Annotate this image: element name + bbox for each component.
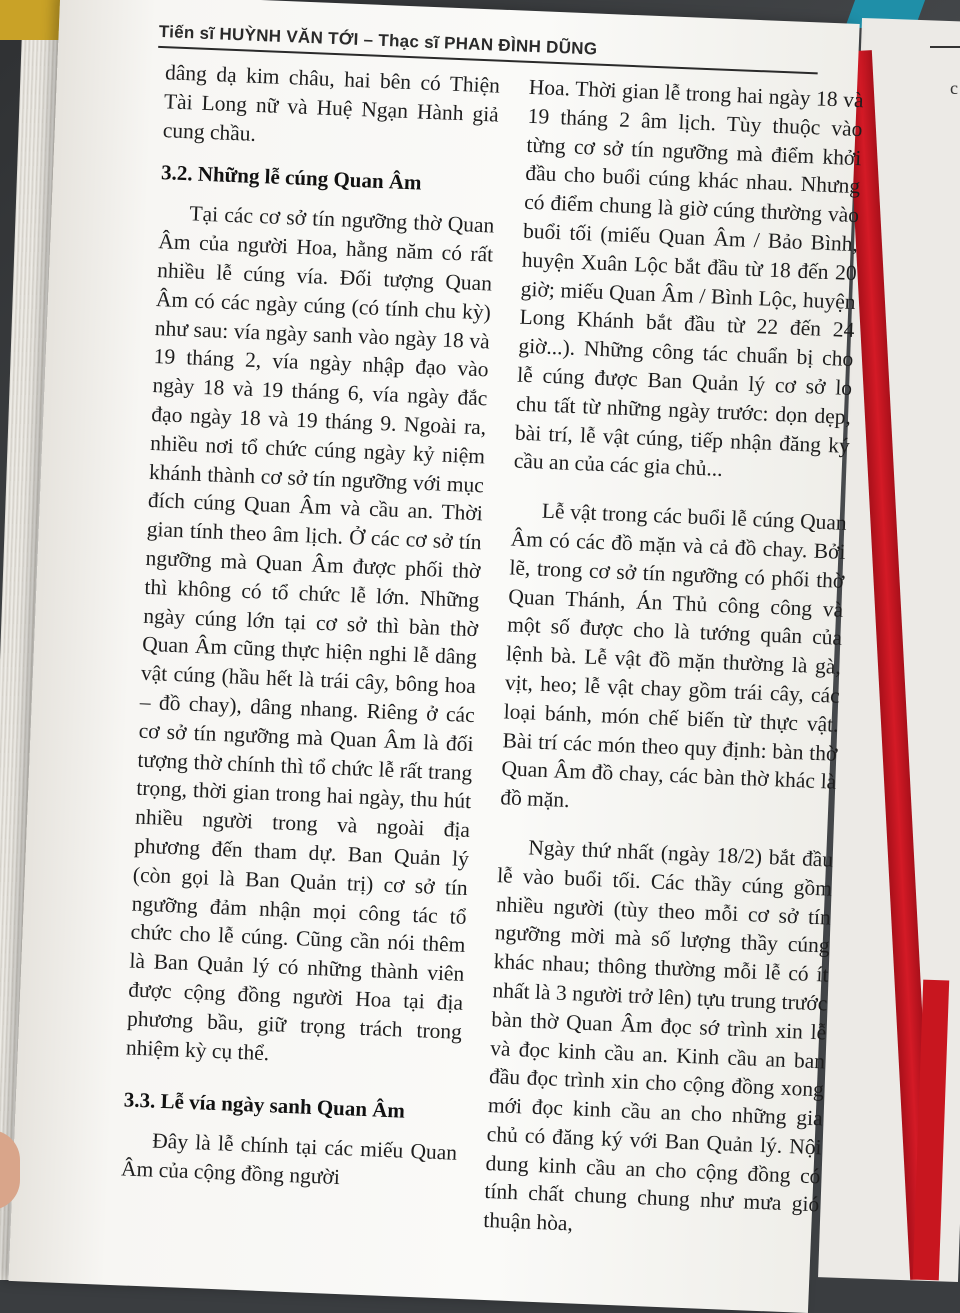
left-column: [121, 58, 501, 1196]
paragraph-ngay-thu-nhat: Ngày thứ nhất (ngày 18/2) bắt đầu lễ vào buổi tối. Các thầy cúng gồm nhiều người (tùy theo mỗi cơ sở tín ngưỡng mời mà số lượng thầy cúng khác nhau; thông thường mỗi lễ có ít nhất là 3 người trở lên) tựu trung trước bàn thờ Quan Âm đọc sớ trình xin lễ và đọc kinh cầu an. Kinh cầu an ban đầu đọc trình xin cho cộng đồng xong mới đọc kinh cầu an cho những gia chủ có đăng ký với Ban Quản lý. Nội dung kinh cầu an cho cộng đồng có tính chất chung chung như mưa gió thuận hòa,: [482, 835, 834, 1236]
adjacent-page-letter: c: [950, 78, 958, 98]
paragraph-continued: Hoa. Thời gian lễ trong hai ngày 18 và 19 tháng 2 âm lịch. Tùy thuộc vào từng cơ sở tín ngưỡng mà điểm khởi đầu cho buổi cúng khác nhau. Nhưng có điểm chung là giờ cúng thường vào buổi tối (miếu Quan Âm / Bảo Bình, huyện Xuân Lộc bắt đầu từ 18 đến 20 giờ; miếu Quan Âm / Bình Lộc, huyện Long Khánh bắt đầu từ 22 đến 24 giờ...). Những công tác chuẩn bị cho lễ cúng được Ban Quản lý cơ sở lo chu tất từ những ngày trước: dọn dẹp, bài trí, lễ vật cúng, tiếp nhận đăng ký cầu an của các gia chủ...: [513, 74, 865, 482]
paragraph-intro: dâng dạ kim châu, hai bên có Thiện Tài Long nữ và Huệ Ngạn Hành giả cung chầu.: [162, 60, 501, 146]
book-page: [9, 0, 865, 1313]
paragraph-le-vat: Lễ vật trong các buổi lễ cúng Quan Âm có các đồ mặn và cả đồ chay. Bởi lẽ, trong cơ sở tín ngưỡng có phối thờ Quan Thánh, Án Thủ công công và một số được cho là tướng quân của lệnh bà. Lễ vật đồ mặn thường là gà, vịt, heo; lễ vật chay gồm trái cây, các loại bánh, món chế biến từ thực vật. Bài trí các món theo quy định: bàn thờ Quan Âm đồ chay, các bàn thờ khác là đồ mặn.: [499, 498, 848, 813]
running-header: Tiến sĩ HUỲNH VĂN TỚI – Thạc sĩ PHAN ĐÌNH DŨNG: [158, 21, 598, 59]
section-heading-3-2: 3.2. Những lễ cúng Quan Âm: [160, 160, 422, 195]
paragraph-3-2: Tại các cơ sở tín ngưỡng thờ Quan Âm của người Hoa, hằng năm có rất nhiều lễ cúng vía. Đối tượng Quan Âm có các ngày cúng (có tính chu kỳ) như sau: vía ngày sanh vào ngày 18 và 19 tháng 2, vía ngày nhập đạo vào ngày 18 và 19 tháng 6, vía ngày đắc đạo ngày 18 và 19 tháng 9. Ngoài ra, nhiều nơi tổ chức cúng ngày kỷ niệm khánh thành cơ sở tín ngưỡng với mục đích cúng Quan Âm và cầu an. Thời gian tính theo âm lịch. Ở các cơ sở tín ngưỡng mà Quan Âm được phối thờ thì không có tổ chức lễ lớn. Những ngày cúng lớn tại cơ sở thì bàn thờ Quan Âm cũng thực hiện nghi lễ dâng vật cúng (hầu hết là trái cây, bông hoa – đồ chay), dâng nhang. Riêng ở các cơ sở tín ngưỡng mà Quan Âm là đối tượng thờ chính thì tổ chức lễ rất trang trọng, thời gian trong hai ngày, thu hút nhiều người trong và ngoài địa phương đến tham dự. Ban Quản lý (còn gọi là Ban Quản trị) cơ sở tín ngưỡng đảm nhận mọi công tác tổ chức cho lễ cúng. Cũng cần nói thêm là Ban Quản lý có những thành viên được cộng đồng người Hoa tại địa phương bầu, giữ trọng trách trong nhiệm kỳ cụ thể.: [125, 201, 495, 1065]
section-heading-3-3: 3.3. Lễ vía ngày sanh Quan Âm: [123, 1087, 406, 1123]
right-column: [483, 73, 864, 1249]
paragraph-3-3: Đây là lễ chính tại các miếu Quan Âm của cộng đồng người: [120, 1128, 458, 1190]
adjacent-page-rule: [930, 46, 960, 48]
